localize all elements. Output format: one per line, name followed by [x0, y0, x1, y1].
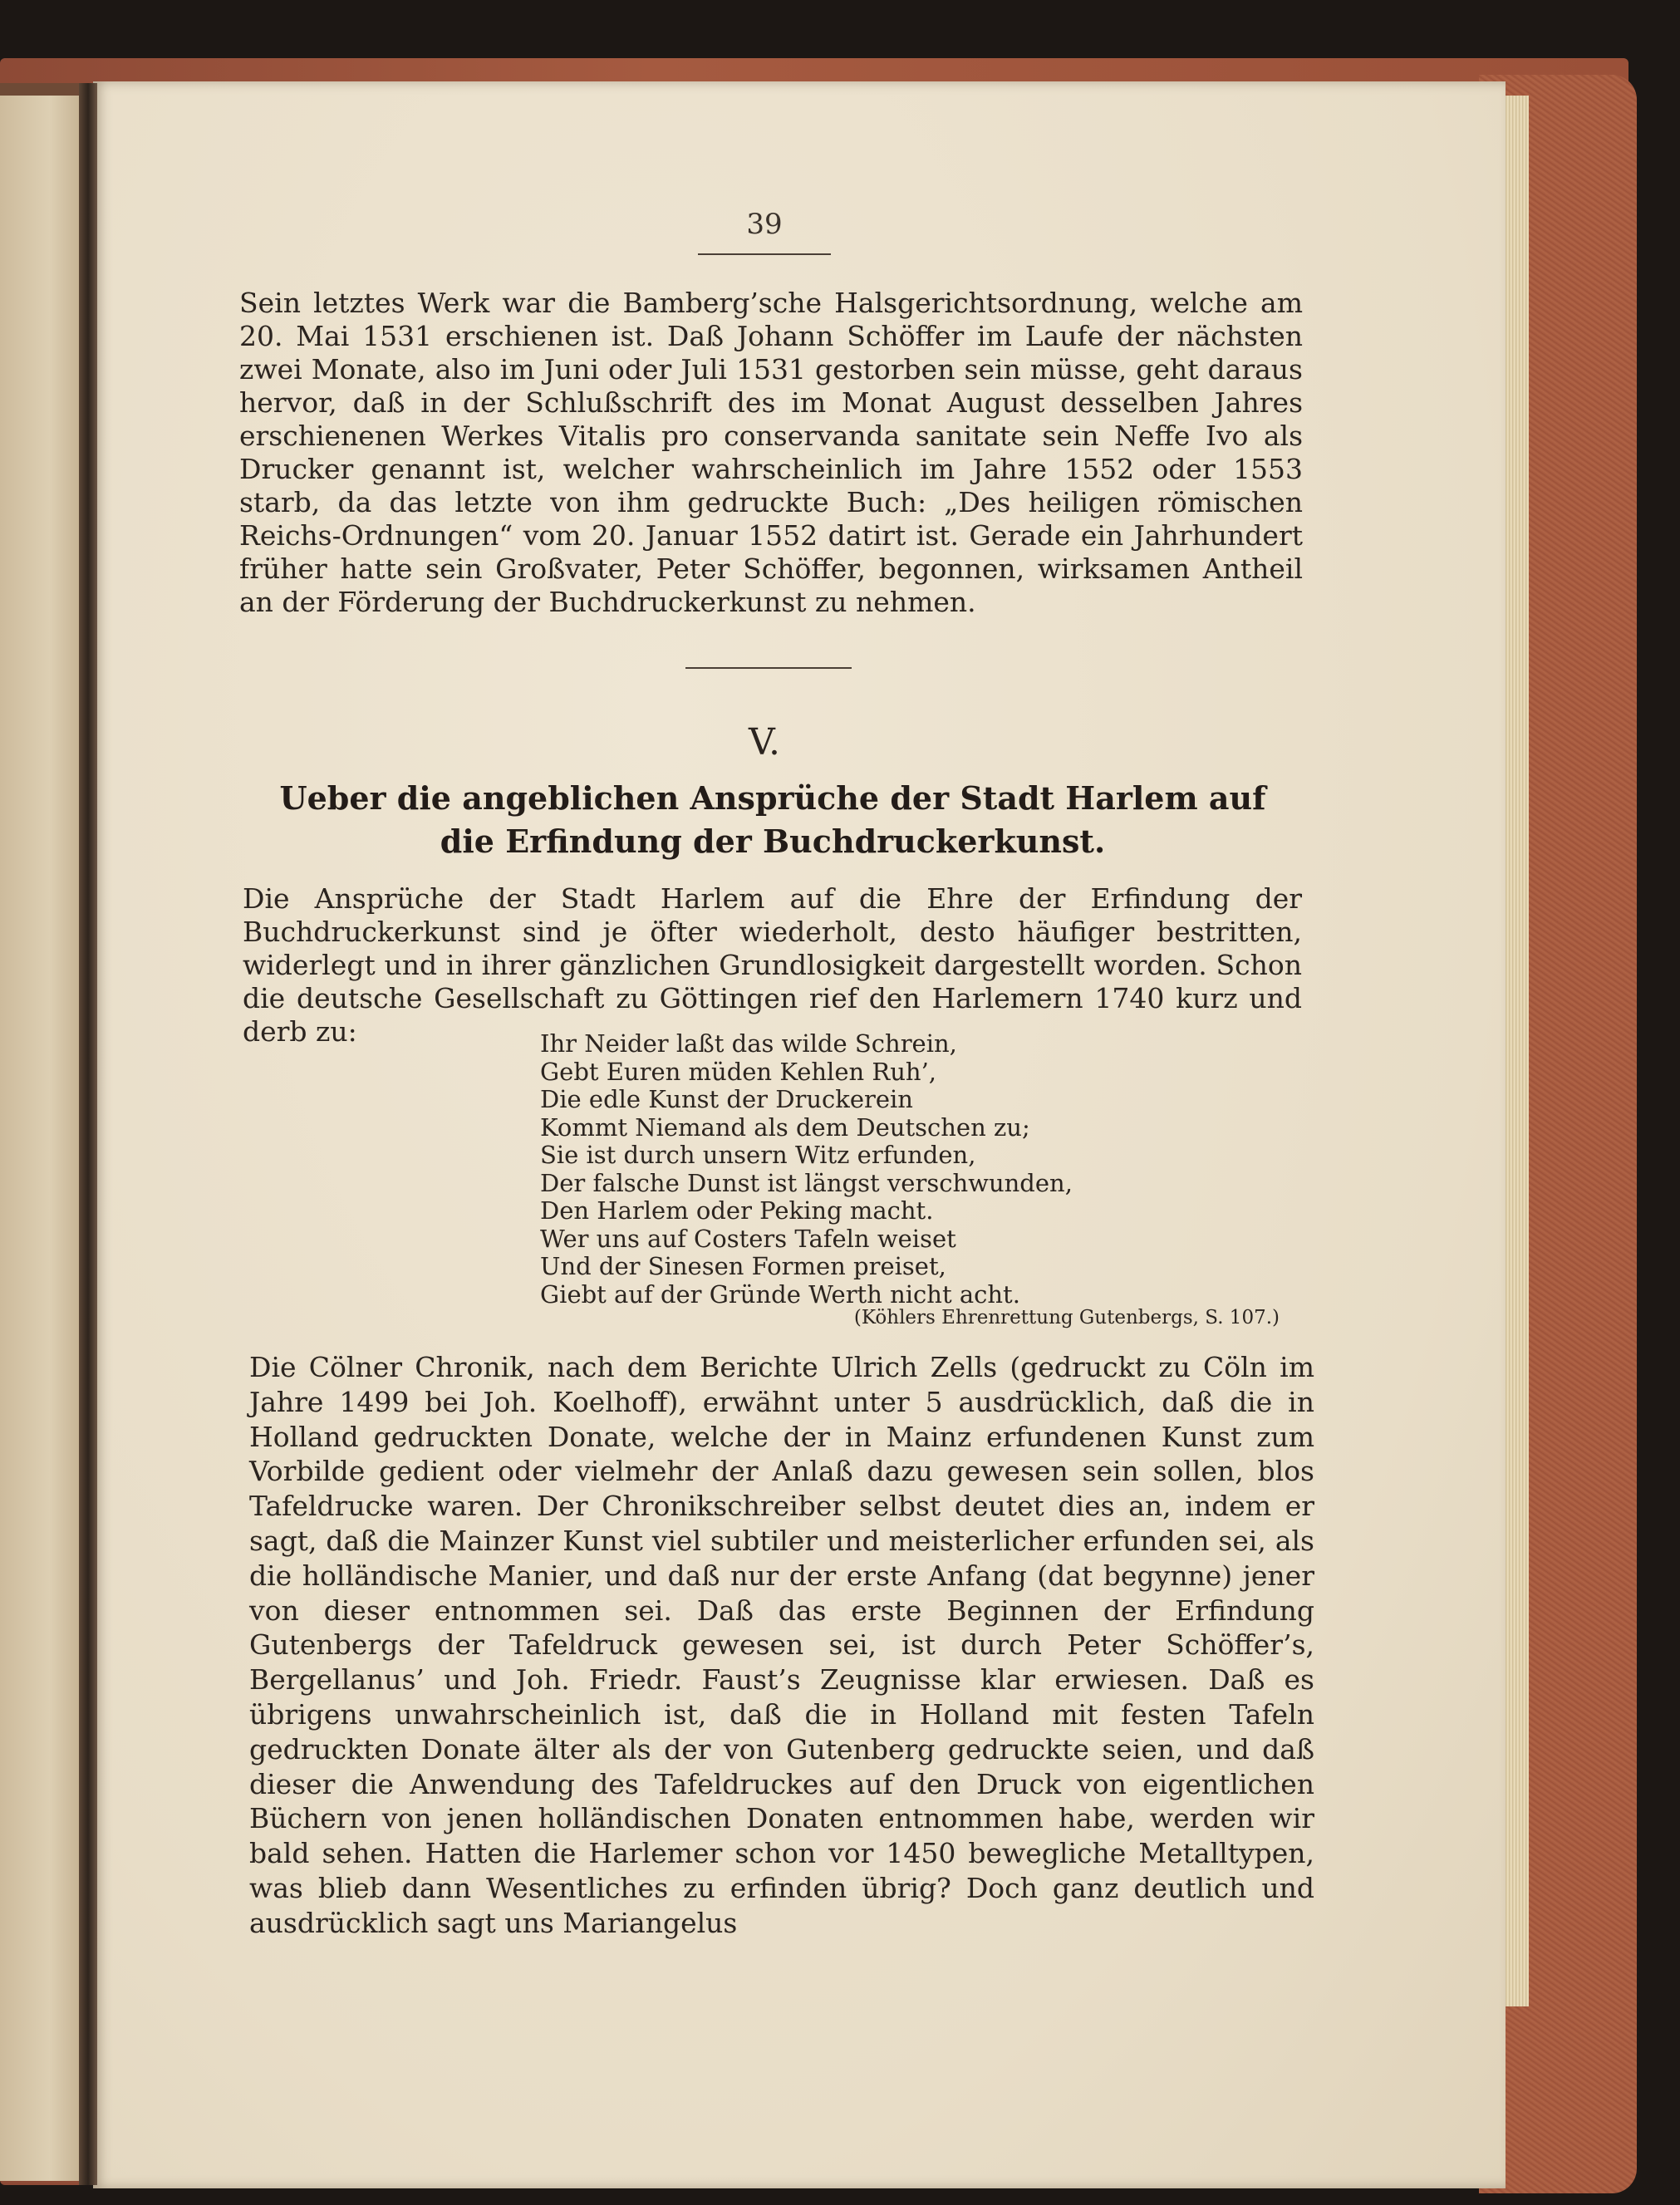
verse-line: Wer uns auf Costers Tafeln weiset	[540, 1224, 956, 1253]
paragraph-2: Die Ansprüche der Stadt Harlem auf die Ehre der Erfindung der Buchdruckerkunst sind je öfter wiederholt, desto häufiger bestritten, widerlegt und in ihrer gänzlichen Grundlosigkeit dargestellt worden. Schon die deutsche Gesellschaft zu Göttingen rief den Harlemern 1740 kurz und derb zu:	[243, 882, 1302, 1048]
page-number: 39	[746, 208, 783, 241]
section-number: V.	[748, 721, 781, 764]
left-page-edge	[0, 96, 83, 2181]
paragraph-3: Die Cölner Chronik, nach dem Berichte Ulrich Zells (gedruckt zu Cöln im Jahre 1499 bei Joh. Koelhoff), erwähnt unter 5 ausdrücklich, daß die in Holland gedruckten Donate, welche der in Mainz erfundenen Kunst zum Vorbilde gedient oder vielmehr der Anlaß dazu gewesen sein sollen, blos Tafeldrucke waren. Der Chronikschreiber selbst deutet dies an, indem er sagt, daß die Mainzer Kunst viel subtiler und meisterlicher erfunden sei, als die holländische Manier, und daß nur der erste Anfang (dat begynne) jener von dieser entnommen sei. Daß das erste Beginnen der Erfindung Gutenbergs der Tafeldruck gewesen sei, ist durch Peter Schöffer’s, Bergellanus’ und Joh. Friedr. Faust’s Zeugnisse klar erwiesen. Daß es übrigens unwahrscheinlich ist, daß die in Holland mit festen Tafeln gedruckten Donate älter als der von Gutenberg gedruckte seien, und daß dieser die Anwendung des Tafeldruckes auf den Druck von eigentlichen Büchern von jenen holländischen Donaten entnommen habe, werden wir bald sehen. Hatten die Harlemer schon vor 1450 bewegliche Metalltypen, was blieb dann Wesentliches zu erfinden übrig? Doch ganz deutlich und ausdrücklich sagt uns Mariangelus	[249, 1351, 1314, 1939]
paragraph-1: Sein letztes Werk war die Bamberg’sche Halsgerichtsordnung, welche am 20. Mai 1531 erschienen ist. Daß Johann Schöffer im Laufe der nächsten zwei Monate, also im Juni oder Juli 1531 gestorben sein müsse, geht daraus hervor, daß in der Schlußschrift des im Monat August desselben Jahres erschienenen Werkes Vitalis pro conservanda sanitate sein Neffe Ivo als Drucker genannt ist, welcher wahrscheinlich im Jahre 1552 oder 1553 starb, da das letzte von ihm gedruckte Buch: „Des heiligen römischen Reichs-Ordnungen“ vom 20. Januar 1552 datirt ist. Gerade ein Jahrhundert früher hatte sein Großvater, Peter Schöffer, begonnen, wirksamen Antheil an der Förderung der Buchdruckerkunst zu nehmen.	[239, 287, 1303, 618]
verse-line: Gebt Euren müden Kehlen Ruh’,	[540, 1057, 937, 1086]
verse-block	[540, 1030, 1288, 1309]
verse-line: Kommt Niemand als dem Deutschen zu;	[540, 1112, 1030, 1142]
verse-citation: (Köhlers Ehrenrettung Gutenbergs, S. 107.)	[853, 1307, 1280, 1328]
section-divider	[685, 667, 852, 669]
header-rule	[698, 253, 831, 255]
book-gutter	[79, 83, 97, 2185]
verse-line: Und der Sinesen Formen preiset,	[540, 1252, 946, 1280]
section-title: Ueber die angeblichen Ansprüche der Stadt Harlem auf die Erfindung der Buchdruckerkunst.	[279, 779, 1266, 860]
verse-line: Giebt auf der Gründe Werth nicht acht.	[540, 1279, 1020, 1309]
verse-line: Den Harlem oder Peking macht.	[540, 1196, 934, 1225]
verse-line: Ihr Neider laßt das wilde Schrein,	[540, 1029, 957, 1058]
verse-line: Sie ist durch unsern Witz erfunden,	[540, 1141, 976, 1169]
verse-line: Der falsche Dunst ist längst verschwunden,	[540, 1168, 1073, 1197]
verse-line: Die edle Kunst der Druckerein	[540, 1085, 913, 1113]
